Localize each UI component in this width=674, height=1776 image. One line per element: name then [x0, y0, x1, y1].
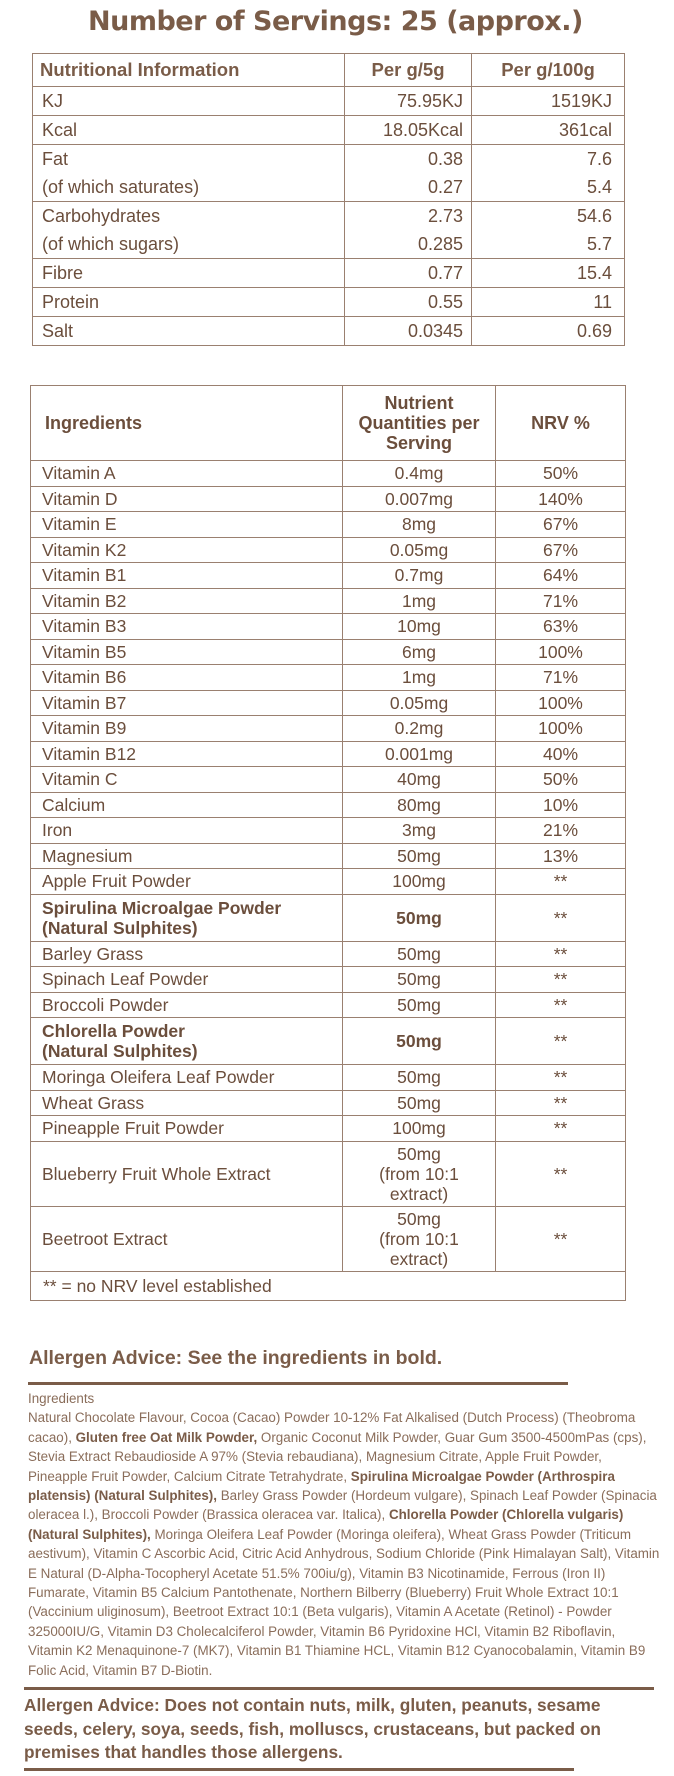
ingredient-nrv: **: [496, 1090, 626, 1116]
ingredient-name: [31, 894, 343, 941]
nutrition-row-kj: [33, 87, 625, 116]
ingredient-name: [31, 1141, 343, 1206]
nutrition-name-main: Carbohydrates: [42, 206, 161, 226]
ingredient-name: [31, 537, 343, 563]
ingredient-qty-line: 50mg: [397, 943, 441, 964]
nutrition-per5-sub: 0.27: [427, 177, 463, 197]
ingredient-name: [31, 639, 343, 665]
ingredient-name: [31, 461, 343, 487]
ingredient-name-line: Barley Grass: [42, 943, 144, 964]
ingredient-name: [31, 967, 343, 993]
ingredient-qty-line: 0.001mg: [384, 743, 454, 764]
ingredient-row: [31, 1018, 626, 1065]
ingredients-footnote: ** = no NRV level established: [31, 1271, 626, 1300]
ingredient-qty-line: 10mg: [397, 616, 441, 637]
nutrition-header-row: [33, 54, 625, 87]
nutrition-per5: 18.05Kcal: [345, 116, 472, 145]
ingredient-nrv: 13%: [496, 843, 626, 869]
ingredient-row: [31, 563, 626, 589]
ingredient-qty-line: 8mg: [401, 514, 437, 535]
nutrition-header-per100: Per g/100g: [472, 54, 625, 87]
ingredients-text-allergen: Chlorella Powder (Chlorella vulgaris) (Natural Sulphites),: [28, 1507, 624, 1542]
ingredient-row: [31, 767, 626, 793]
ingredient-row: [31, 1116, 626, 1142]
ingredient-name: [31, 588, 343, 614]
ingredient-qty-line: 0.007mg: [384, 488, 454, 509]
nutrition-per5: 75.95KJ: [345, 87, 472, 116]
ingredients-text-part: Natural Chocolate Flavour, Cocoa (Cacao) Powder 10-12% Fat Alkalised (Dutch Process) (Theobroma cacao),: [28, 1410, 636, 1445]
ingredient-qty-line: 50mg: [397, 1092, 441, 1113]
ingredients-text-part: Organic Coconut Milk Powder, Guar Gum 3500-4500mPas (cps), Stevia Extract Rebaudioside A 97% (Stevia rebaudiana), Magnesium Citrate, Apple Fruit Powder, Pineapple Fruit Powder, Calcium Citrate Tetrahydrate,: [28, 1429, 647, 1484]
ingredient-nrv: **: [496, 1018, 626, 1065]
ingredient-qty: [343, 461, 496, 487]
nutrition-row-carbs: [33, 202, 625, 259]
ingredient-row: [31, 894, 626, 941]
ingredients-body: [31, 461, 626, 1272]
nutrition-row-protein: [33, 288, 625, 317]
ingredient-name: [31, 992, 343, 1018]
ingredient-row: [31, 941, 626, 967]
divider-line: [24, 1768, 574, 1771]
ingredient-qty-line: 50mg: [397, 994, 441, 1015]
nutrition-per100-main: 7.6: [586, 149, 612, 169]
ingredient-qty: [343, 1065, 496, 1091]
ingredient-qty: [343, 869, 496, 895]
ingredient-qty-line: 6mg: [401, 641, 437, 662]
ingredient-qty: [343, 537, 496, 563]
ingredient-qty: [343, 894, 496, 941]
nutrition-name: Protein: [33, 288, 345, 317]
ingredient-qty-line: extract): [389, 1248, 449, 1269]
nutrition-row-salt: [33, 317, 625, 346]
ingredient-nrv: **: [496, 1065, 626, 1091]
ingredient-qty: [343, 1090, 496, 1116]
nutrition-row-fat: [33, 145, 625, 202]
nutrition-per100-sub: 5.7: [586, 234, 612, 254]
ingredient-name-line: Vitamin B2: [42, 590, 127, 611]
ingredient-qty: [343, 639, 496, 665]
ingredient-name-line: Vitamin B3: [42, 616, 127, 637]
nutrition-per5: 0.77: [345, 259, 472, 288]
ingredients-header-qty: Nutrient Quantities per Serving: [343, 386, 496, 461]
ingredient-nrv: 40%: [496, 741, 626, 767]
ingredient-qty: [343, 716, 496, 742]
ingredient-qty-line: 80mg: [397, 794, 441, 815]
ingredient-nrv: 71%: [496, 588, 626, 614]
ingredients-header-name: Ingredients: [31, 386, 343, 461]
nutrition-name: Fibre: [33, 259, 345, 288]
ingredient-nrv: **: [496, 941, 626, 967]
nutrition-name-sub: (of which saturates): [42, 177, 200, 197]
ingredients-header-row: [31, 386, 626, 461]
ingredient-qty-line: 50mg: [397, 969, 441, 990]
ingredients-text-heading: Ingredients: [28, 1391, 95, 1406]
ingredients-text-part: Barley Grass Powder (Hordeum vulgare), Spinach Leaf Powder (Spinacia oleracea l.), Broccoli Powder (Brassica oleracea var. Italica),: [28, 1488, 657, 1523]
ingredient-qty: [343, 512, 496, 538]
ingredients-table: [30, 385, 626, 1301]
allergen-advice-statement: Allergen Advice: Does not contain nuts, milk, gluten, peanuts, sesame seeds, celery, soya, seeds, fish, molluscs, crustaceans, but packed on premises that handles those allergens.: [24, 1695, 601, 1762]
ingredient-nrv: 50%: [496, 767, 626, 793]
ingredient-row: [31, 1065, 626, 1091]
ingredient-qty-line: extract): [389, 1183, 449, 1204]
nutrition-name-main: Fat: [42, 149, 69, 169]
nutrition-name: [33, 145, 345, 202]
ingredient-name-line: Calcium: [42, 794, 106, 815]
divider-line: [24, 1687, 654, 1690]
ingredient-row: [31, 792, 626, 818]
ingredients-footnote-row: [31, 1271, 626, 1300]
ingredient-row: [31, 486, 626, 512]
ingredient-nrv: **: [496, 894, 626, 941]
ingredient-nrv: 100%: [496, 639, 626, 665]
nutrition-name: [33, 202, 345, 259]
ingredient-name: [31, 818, 343, 844]
nutrition-per100: [472, 145, 625, 202]
ingredient-qty-line: 100mg: [392, 1118, 446, 1139]
nutrition-row-fibre: [33, 259, 625, 288]
ingredient-name: [31, 792, 343, 818]
ingredient-name: [31, 767, 343, 793]
ingredient-row: [31, 992, 626, 1018]
nutrition-per5: [345, 202, 472, 259]
ingredient-qty-line: 0.05mg: [389, 692, 449, 713]
ingredient-nrv: 64%: [496, 563, 626, 589]
ingredient-row: [31, 614, 626, 640]
ingredient-name-line: Vitamin B9: [42, 718, 127, 739]
ingredient-name-line: Vitamin B5: [42, 641, 127, 662]
ingredient-name-line: Apple Fruit Powder: [42, 871, 191, 892]
ingredient-name-line: Pineapple Fruit Powder: [42, 1118, 224, 1139]
nutrition-per100: 1519KJ: [472, 87, 625, 116]
nutrition-name: Kcal: [33, 116, 345, 145]
ingredient-name: [31, 1065, 343, 1091]
ingredient-row: [31, 869, 626, 895]
ingredient-name-line: Spirulina Microalgae Powder: [42, 897, 282, 918]
nutrition-per5: 0.0345: [345, 317, 472, 346]
nutrition-header-per5: Per g/5g: [345, 54, 472, 87]
ingredient-name-line: Magnesium: [42, 845, 133, 866]
ingredient-qty-line: (from 10:1: [379, 1163, 459, 1184]
ingredient-nrv: 67%: [496, 512, 626, 538]
ingredient-qty: [343, 792, 496, 818]
nutrition-per100: 15.4: [472, 259, 625, 288]
ingredient-qty: [343, 818, 496, 844]
ingredients-header-nrv: NRV %: [496, 386, 626, 461]
ingredient-row: [31, 690, 626, 716]
ingredient-name-line: Vitamin K2: [42, 539, 127, 560]
nutrition-name: Salt: [33, 317, 345, 346]
ingredient-name-line: Blueberry Fruit Whole Extract: [42, 1163, 271, 1184]
ingredient-row: [31, 588, 626, 614]
ingredient-name-line: (Natural Sulphites): [42, 1041, 198, 1061]
ingredients-text-part: Moringa Oleifera Leaf Powder (Moringa oleifera), Wheat Grass Powder (Triticum aestivum), Vitamin C Ascorbic Acid, Citric Acid Anhydrous, Sodium Chloride (Pink Himalayan Salt), Vitamin E Natural (D-Alpha-Tocopheryl Acetate 51.5% 700iu/g), Vitamin B3 Nicotinamide, Ferrous (Iron II) Fumarate, Vitamin B5 Calcium Pantothenate, Northern Bilberry (Blueberry) Fruit Whole Extract 10:1 (Vaccinium uliginosum), Beetroot Extract 10:1 (Beta vulgaris), Vitamin A Acetate (Retinol) - Powder 325000IU/G, Vitamin D3 Cholecalciferol Powder, Vitamin B6 Pyridoxine HCl, Vitamin B2 Riboflavin, Vitamin K2 Menaquinone-7 (MK7), Vitamin B1 Thiamine HCL, Vitamin B12 Cyanocobalamin, Vitamin B9 Folic Acid, Vitamin B7 D-Biotin.: [28, 1526, 660, 1678]
ingredient-nrv: 10%: [496, 792, 626, 818]
ingredient-name: [31, 941, 343, 967]
ingredient-qty: [343, 1206, 496, 1271]
ingredients-text-allergen: Gluten free Oat Milk Powder,: [75, 1429, 258, 1445]
ingredient-row: [31, 639, 626, 665]
ingredient-nrv: **: [496, 869, 626, 895]
ingredient-name-line: (Natural Sulphites): [42, 917, 198, 938]
ingredient-row: [31, 716, 626, 742]
ingredient-qty-line: 50mg: [397, 1208, 441, 1229]
ingredient-qty: [343, 843, 496, 869]
ingredient-name-line: Wheat Grass: [42, 1092, 145, 1113]
ingredient-row: [31, 818, 626, 844]
nutrition-name: KJ: [33, 87, 345, 116]
ingredient-name: [31, 1018, 343, 1065]
ingredient-nrv: 140%: [496, 486, 626, 512]
ingredient-name-line: Moringa Oleifera Leaf Powder: [42, 1067, 275, 1088]
ingredient-name: [31, 486, 343, 512]
ingredient-qty-line: 1mg: [401, 590, 437, 611]
ingredient-qty-line: 40mg: [397, 769, 441, 790]
ingredient-qty-line: 1mg: [401, 667, 437, 688]
ingredient-qty-line: 50mg: [397, 845, 441, 866]
ingredient-nrv: 50%: [496, 461, 626, 487]
ingredient-name-line: Spinach Leaf Powder: [42, 969, 209, 990]
ingredient-nrv: 67%: [496, 537, 626, 563]
ingredient-qty: [343, 1141, 496, 1206]
ingredient-qty-line: 3mg: [401, 820, 437, 841]
ingredient-name-line: Iron: [42, 820, 73, 841]
ingredient-qty-line: 50mg: [396, 1031, 442, 1051]
allergen-advice-bold: Allergen Advice: See the ingredients in bold.: [29, 1347, 443, 1369]
ingredient-qty-line: 50mg: [397, 1143, 441, 1164]
nutrition-row-kcal: [33, 116, 625, 145]
nutrition-per100: 0.69: [472, 317, 625, 346]
ingredient-row: [31, 1090, 626, 1116]
ingredient-qty-line: 0.2mg: [394, 718, 444, 739]
ingredient-name: [31, 741, 343, 767]
ingredient-nrv: 71%: [496, 665, 626, 691]
ingredient-row: [31, 537, 626, 563]
ingredient-nrv: **: [496, 1116, 626, 1142]
ingredient-qty-line: 100mg: [392, 871, 446, 892]
ingredient-name-line: Vitamin C: [42, 769, 118, 790]
ingredient-row: [31, 967, 626, 993]
ingredient-nrv: 63%: [496, 614, 626, 640]
ingredient-name-line: Vitamin B1: [42, 565, 127, 586]
ingredient-qty: [343, 690, 496, 716]
ingredient-row: [31, 843, 626, 869]
ingredient-qty: [343, 1018, 496, 1065]
servings-heading: Number of Servings: 25 (approx.): [88, 6, 583, 37]
ingredient-name-line: Vitamin E: [42, 514, 117, 535]
ingredient-nrv: 21%: [496, 818, 626, 844]
ingredient-qty: [343, 967, 496, 993]
ingredients-text: [28, 1389, 662, 1680]
ingredient-name-line: Beetroot Extract: [42, 1228, 168, 1249]
ingredient-row: [31, 1206, 626, 1271]
nutrition-header-info: Nutritional Information: [33, 54, 345, 87]
ingredients-text-allergen: Spirulina Microalgae Powder (Arthrospira platensis) (Natural Sulphites),: [28, 1468, 615, 1504]
ingredient-name: [31, 614, 343, 640]
ingredient-name: [31, 563, 343, 589]
ingredient-row: [31, 512, 626, 538]
ingredient-qty: [343, 665, 496, 691]
ingredient-name: [31, 512, 343, 538]
ingredient-qty: [343, 741, 496, 767]
ingredient-name-line: Vitamin B7: [42, 692, 127, 713]
ingredient-nrv: **: [496, 992, 626, 1018]
ingredient-name-line: Vitamin B6: [42, 667, 127, 688]
ingredient-nrv: 100%: [496, 716, 626, 742]
ingredient-row: [31, 1141, 626, 1206]
ingredient-qty-line: 50mg: [397, 1067, 441, 1088]
ingredient-qty-line: 0.7mg: [394, 565, 444, 586]
ingredient-name: [31, 1116, 343, 1142]
ingredient-nrv: **: [496, 1141, 626, 1206]
ingredient-qty: [343, 588, 496, 614]
nutrition-per5-sub: 0.285: [417, 234, 463, 254]
nutrition-per100-sub: 5.4: [586, 177, 612, 197]
ingredient-name: [31, 690, 343, 716]
ingredient-name: [31, 869, 343, 895]
ingredient-nrv: **: [496, 1206, 626, 1271]
nutrition-per100: 11: [472, 288, 625, 317]
ingredient-qty-line: 0.4mg: [394, 463, 444, 484]
ingredient-qty: [343, 992, 496, 1018]
nutrition-per5-main: 0.38: [427, 149, 463, 169]
nutrition-per5-main: 2.73: [427, 206, 463, 226]
nutrition-per5: 0.55: [345, 288, 472, 317]
ingredient-name: [31, 665, 343, 691]
nutrition-per100: 361cal: [472, 116, 625, 145]
nutrition-per100: [472, 202, 625, 259]
ingredient-name-line: Vitamin D: [42, 488, 118, 509]
ingredient-name: [31, 843, 343, 869]
ingredient-name: [31, 716, 343, 742]
divider-line: [28, 1382, 568, 1385]
ingredient-name-line: Vitamin B12: [42, 743, 137, 764]
ingredient-qty-line: 50mg: [396, 907, 442, 928]
nutrition-per5: [345, 145, 472, 202]
nutrition-table: [32, 53, 625, 346]
ingredient-qty: [343, 941, 496, 967]
ingredient-row: [31, 461, 626, 487]
ingredient-qty-line: (from 10:1: [379, 1228, 459, 1249]
ingredient-qty: [343, 486, 496, 512]
ingredient-name-line: Broccoli Powder: [42, 994, 169, 1015]
ingredient-nrv: 100%: [496, 690, 626, 716]
nutrition-per100-main: 54.6: [576, 206, 612, 226]
ingredient-row: [31, 741, 626, 767]
ingredient-name: [31, 1206, 343, 1271]
ingredient-qty-line: 0.05mg: [389, 539, 449, 560]
ingredient-qty: [343, 767, 496, 793]
ingredient-name-line: Vitamin A: [42, 463, 116, 484]
ingredient-qty: [343, 563, 496, 589]
ingredient-qty: [343, 614, 496, 640]
ingredient-nrv: **: [496, 967, 626, 993]
ingredient-qty: [343, 1116, 496, 1142]
ingredient-name: [31, 1090, 343, 1116]
ingredient-name-line: Chlorella Powder: [42, 1021, 185, 1041]
ingredient-row: [31, 665, 626, 691]
nutrition-name-sub: (of which sugars): [42, 234, 180, 254]
